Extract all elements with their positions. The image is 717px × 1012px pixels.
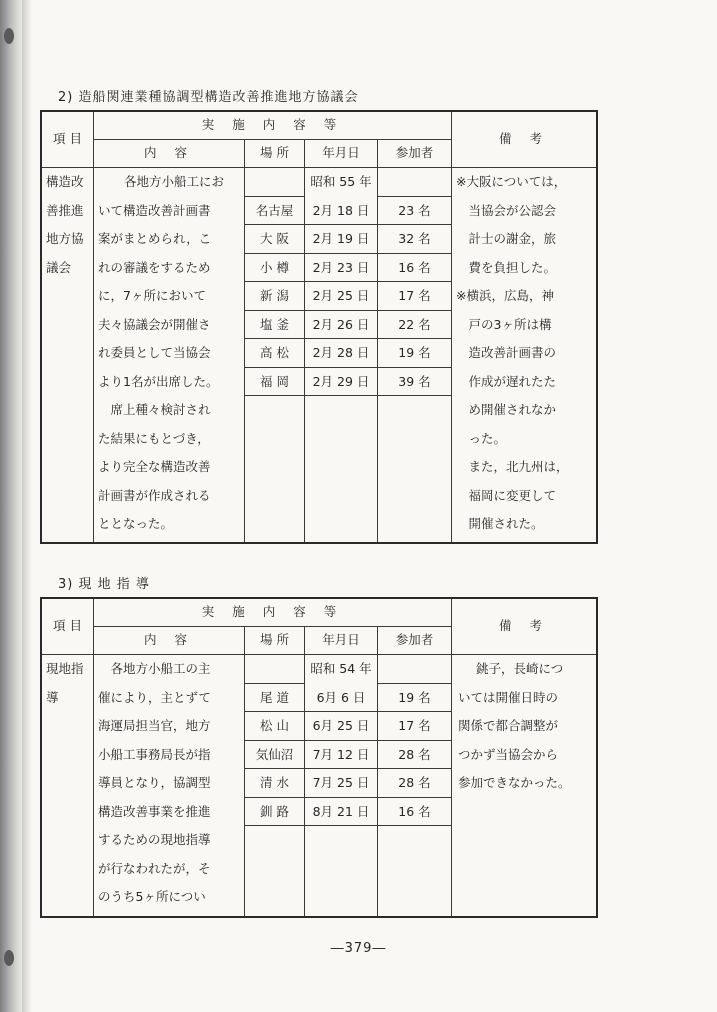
content-line: れの審議をするため <box>98 259 211 275</box>
column-header-place: 場 所 <box>245 627 305 655</box>
column-header-date: 年月日 <box>305 627 378 655</box>
date-value: 2月 29 日 <box>305 368 377 397</box>
place-value: 尾 道 <box>245 684 304 713</box>
content-line: 催により，主とずて <box>98 689 211 705</box>
content-line: 海運局担当官，地方 <box>98 718 211 733</box>
date-value: 2月 23 日 <box>305 254 377 283</box>
content-line: 案がまとめられ，こ <box>98 231 212 246</box>
content-line: 席上種々検討され <box>98 402 211 417</box>
section-title: 2) 造船関連業種協調型構造改善推進地方協議会 <box>58 90 359 105</box>
column-header-remarks: 備 考 <box>452 599 596 655</box>
page-number: ―379― <box>330 941 387 956</box>
date-value: 6月 25 日 <box>305 712 377 741</box>
participants-value: 17 名 <box>378 282 451 311</box>
place-value: 松 山 <box>245 712 304 741</box>
remarks-line: 開催された。 <box>456 516 544 531</box>
column-header-content: 内 容 <box>94 140 245 168</box>
remarks-cell <box>452 655 596 916</box>
date-value: 7月 25 日 <box>305 769 377 798</box>
remarks-line: 福岡に変更して <box>456 487 557 503</box>
era-year: 昭和 54 年 <box>310 661 372 676</box>
place-value: 清 水 <box>245 769 304 798</box>
remarks-line: 関係で都合調整が <box>458 718 559 733</box>
item-line: 地方協 <box>46 231 84 246</box>
date-cell <box>305 655 378 916</box>
date-value: 2月 18 日 <box>305 197 377 226</box>
participants-value: 16 名 <box>378 798 451 827</box>
content-line: するための現地指導 <box>98 832 211 847</box>
remarks-line: また，北九州は， <box>456 459 569 474</box>
item-cell <box>42 168 94 542</box>
era-year: 昭和 55 年 <box>310 174 372 189</box>
item-line: 議会 <box>46 259 72 275</box>
remarks-line: 銚子，長崎につ <box>476 661 564 676</box>
column-header-item: 項 目 <box>42 112 94 168</box>
participants-value: 39 名 <box>378 368 451 397</box>
remarks-line: 作成が遅れたた <box>456 373 557 389</box>
participants-cell <box>378 655 452 916</box>
content-cell <box>94 168 245 542</box>
content-line: 構造改善事業を推進 <box>98 803 211 819</box>
date-value: 2月 26 日 <box>305 311 377 340</box>
place-cell <box>245 168 305 542</box>
content-line: より1名が出席した。 <box>98 373 219 389</box>
column-header-participants: 参加者 <box>378 627 452 655</box>
remarks-cell <box>452 168 596 542</box>
guidance-table <box>40 597 598 918</box>
date-value: 6月 6 日 <box>305 684 377 713</box>
column-header-item: 項 目 <box>42 599 94 655</box>
date-value: 2月 19 日 <box>305 225 377 254</box>
council-table <box>40 110 598 544</box>
column-header-group: 実 施 内 容 等 <box>94 112 452 140</box>
column-header-group: 実 施 内 容 等 <box>94 599 452 627</box>
place-value: 塩 釜 <box>245 311 304 340</box>
place-blank <box>245 168 304 197</box>
date-value: 2月 28 日 <box>305 339 377 368</box>
participants-value: 16 名 <box>378 254 451 283</box>
place-blank <box>245 655 304 684</box>
place-value: 高 松 <box>245 339 304 368</box>
participants-blank <box>378 168 451 197</box>
content-line: ととなった。 <box>98 516 174 531</box>
item-line: 導 <box>46 689 59 705</box>
remarks-line: つかず当協会から <box>458 746 559 762</box>
participants-value: 22 名 <box>378 311 451 340</box>
remarks-line: 造改善計画書の <box>456 345 557 360</box>
content-line: た結果にもとづき， <box>98 430 210 446</box>
remarks-line: いては開催日時の <box>458 689 559 705</box>
participants-value: 19 名 <box>378 684 451 713</box>
remarks-line: め開催されなか <box>456 402 557 417</box>
place-value: 新 潟 <box>245 282 304 311</box>
date-cell <box>305 168 378 542</box>
content-line: いて構造改善計画書 <box>98 202 211 218</box>
remarks-line: 費を負担した。 <box>456 259 557 275</box>
content-line: れ委員として当協会 <box>98 345 211 360</box>
place-value: 大 阪 <box>245 225 304 254</box>
participants-value: 23 名 <box>378 197 451 226</box>
remarks-line: 参加できなかった。 <box>458 775 571 790</box>
content-line: 夫々協議会が開催さ <box>98 316 211 332</box>
content-line: に，7ヶ所において <box>98 288 206 303</box>
content-line: 計画書が作成される <box>98 487 211 503</box>
column-header-content: 内 容 <box>94 627 245 655</box>
date-value: 7月 12 日 <box>305 741 377 770</box>
content-line: 各地方小船工にお <box>124 174 225 189</box>
remarks-line: った。 <box>456 430 507 446</box>
remarks-line: 戸の3ヶ所は構 <box>456 316 552 332</box>
participants-value: 28 名 <box>378 769 451 798</box>
date-value: 8月 21 日 <box>305 798 377 827</box>
remarks-line: 当協会が公認会 <box>456 202 557 218</box>
participants-value: 32 名 <box>378 225 451 254</box>
item-line: 現地指 <box>46 661 84 676</box>
participants-value: 28 名 <box>378 741 451 770</box>
date-value: 2月 25 日 <box>305 282 377 311</box>
remarks-line: ※大阪については， <box>456 174 567 189</box>
content-line: のうち5ヶ所につい <box>98 889 206 904</box>
content-line: 各地方小船工の主 <box>98 661 211 676</box>
content-cell <box>94 655 245 916</box>
participants-value: 19 名 <box>378 339 451 368</box>
participants-value: 17 名 <box>378 712 451 741</box>
place-value: 福 岡 <box>245 368 304 397</box>
column-header-participants: 参加者 <box>378 140 452 168</box>
remarks-line: 計士の謝金，旅 <box>456 231 557 246</box>
column-header-remarks: 備 考 <box>452 112 596 168</box>
place-value: 名古屋 <box>245 197 304 226</box>
binding-edge <box>0 0 24 1012</box>
column-header-place: 場 所 <box>245 140 305 168</box>
item-line: 構造改 <box>46 174 84 189</box>
content-line: より完全な構造改善 <box>98 459 211 474</box>
item-cell <box>42 655 94 916</box>
place-cell <box>245 655 305 916</box>
column-header-date: 年月日 <box>305 140 378 168</box>
place-value: 小 樽 <box>245 254 304 283</box>
participants-cell <box>378 168 452 542</box>
spine-shadow <box>22 0 32 1012</box>
content-line: が行なわれたが，そ <box>98 860 211 876</box>
section-title: 3) 現 地 指 導 <box>58 577 150 592</box>
place-value: 気仙沼 <box>245 741 304 770</box>
item-line: 善推進 <box>46 202 84 218</box>
binding-hole <box>4 28 14 44</box>
remarks-line: ※横浜，広島，神 <box>456 288 554 303</box>
content-line: 導員となり，協調型 <box>98 775 211 790</box>
participants-blank <box>378 655 451 684</box>
content-line: 小船工事務局長が指 <box>98 746 211 762</box>
place-value: 釧 路 <box>245 798 304 827</box>
